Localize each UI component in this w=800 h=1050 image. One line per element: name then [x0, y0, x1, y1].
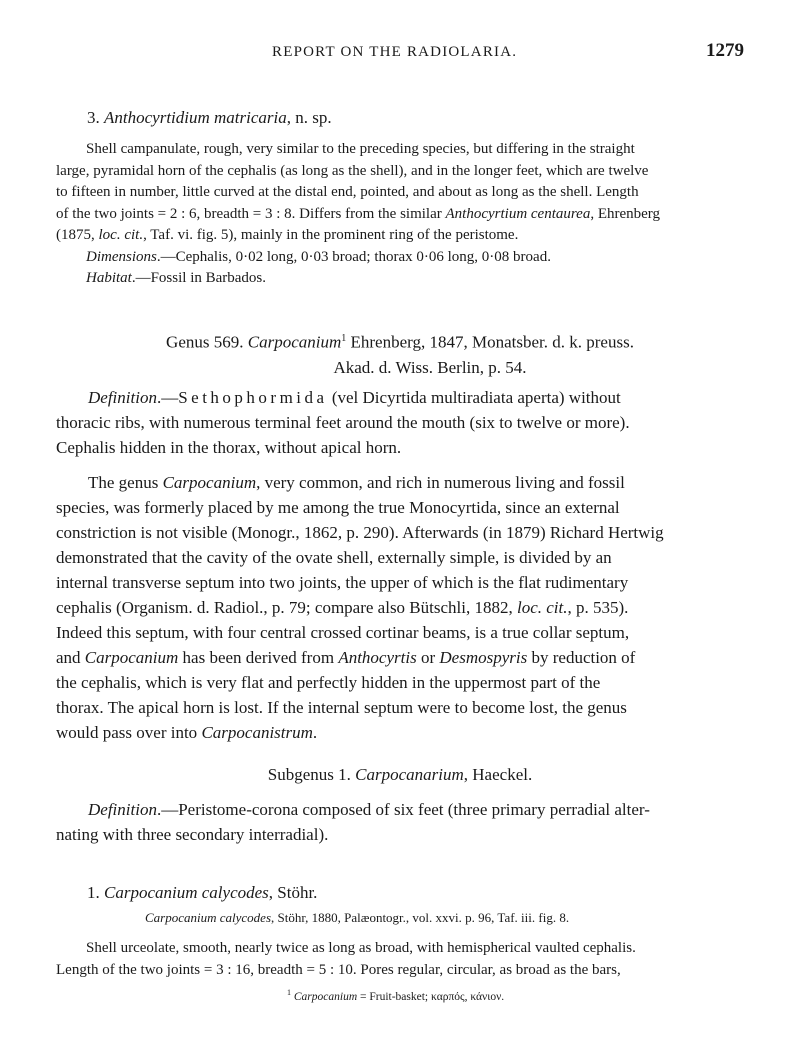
text-span: The genus [88, 473, 163, 492]
citation: loc. cit. [98, 227, 144, 243]
text-span: Subgenus 1. [267, 765, 356, 784]
text-span: , very common, and rich in numerous living and fossil [256, 473, 625, 492]
text-span: has been derived from [178, 648, 339, 667]
text-line: demonstrated that the cavity of the ovate shell, externally simple, is divided by an [56, 548, 612, 567]
text-span: , Ehrenberg [590, 205, 661, 222]
text-line [56, 720, 746, 745]
text-line [56, 797, 746, 822]
species-name: Carpocanium calycodes [104, 883, 269, 902]
footnote-marker: 1 [341, 333, 347, 344]
species-1-description [56, 938, 746, 981]
footnote-marker: 1 [287, 988, 291, 997]
text-span: cephalis (Organism. d. Radiol., p. 79; compare also Bütschli, 1882, [56, 598, 517, 617]
text-span: (vel Dicyrtida multiradiata aperta) without [327, 388, 621, 407]
text-span: and [56, 648, 85, 667]
text-span: .—Peristome-corona composed of six feet (three primary perradial alter- [156, 800, 650, 819]
text-line [56, 225, 746, 247]
text-line: the cephalis, which is very flat and perfectly hidden in the uppermost part of the [56, 673, 601, 692]
text-line: Shell urceolate, smooth, nearly twice as long as broad, with hemispherical vaulted cephalis. [86, 940, 636, 956]
running-title: REPORT ON THE RADIOLARIA. [272, 44, 518, 60]
species-number: 1. [87, 883, 100, 902]
text-span: would pass over into [56, 723, 202, 742]
text-line [56, 595, 746, 620]
citation: , Stöhr, 1880, Palæontogr., vol. xxvi. p. 96, Taf. iii. fig. 8. [271, 910, 570, 925]
species-name: Anthocyrtidium matricaria [104, 108, 287, 127]
species-suffix: , n. sp. [286, 108, 332, 127]
text-span: Genus 569. [166, 332, 248, 352]
genus-heading [90, 326, 710, 380]
group-name: Sethophormida [178, 388, 328, 407]
text-line [56, 204, 746, 226]
text-span: .—Fossil in Barbados. [131, 270, 267, 286]
page-number: 1279 [706, 40, 744, 61]
text-span: (1875, [56, 227, 99, 243]
text-line: nating with three secondary interradial). [56, 825, 329, 844]
species-1-heading [87, 883, 317, 903]
species-author: , Stöhr. [268, 883, 318, 902]
text-span: , Taf. vi. fig. 5), mainly in the prominent ring of the peristome. [143, 227, 519, 243]
text-span: of the two joints = 2 : 6, breadth = 3 : 8. Differs from the similar [56, 205, 446, 222]
text-line: thoracic ribs, with numerous terminal feet around the mouth (six to twelve or more). [56, 413, 630, 432]
text-line: Akad. d. Wiss. Berlin, p. 54. [333, 357, 527, 377]
habitat-line [56, 268, 746, 290]
text-span: , Haeckel. [463, 765, 533, 784]
subgenus-definition [56, 797, 746, 847]
text-line: large, pyramidal horn of the cephalis (as long as the shell), and in the longer feet, which are twelve [56, 162, 649, 179]
synonymy [145, 910, 569, 926]
species-ref: Anthocyrtium centaurea [445, 205, 591, 222]
footnote [287, 988, 504, 1003]
text-line: constriction is not visible (Monogr., 1862, p. 290). Afterwards (in 1879) Richard Hertwig [56, 523, 664, 542]
dimensions-line [56, 247, 746, 269]
label: Definition [88, 800, 157, 819]
text-line: Shell campanulate, rough, very similar to the preceding species, but differing in the straight [86, 141, 635, 157]
text-span: by reduction of [527, 648, 636, 667]
genus-name: Carpocanium [247, 332, 342, 352]
text-span: .— [156, 388, 179, 407]
genus-name: Carpocanium [84, 648, 179, 667]
text-line: Cephalis hidden in the thorax, without apical horn. [56, 438, 402, 457]
species-name: Carpocanium calycodes [145, 910, 272, 925]
text-line: species, was formerly placed by me among the true Monocyrtida, since an external [56, 498, 620, 517]
genus-discussion [56, 470, 746, 745]
genus-name: Anthocyrtis [338, 648, 417, 667]
text-line: Indeed this septum, with four central crossed cortinar beams, is a true collar septum, [56, 623, 630, 642]
text-line [56, 645, 746, 670]
text-span: .—Cephalis, 0·02 long, 0·03 broad; thorax 0·06 long, 0·08 broad. [156, 248, 551, 265]
text-line [56, 470, 746, 495]
genus-name: Carpocanium [293, 990, 358, 1003]
genus-definition [56, 385, 746, 460]
text-span: Ehrenberg, 1847, Monatsber. d. k. preuss. [346, 332, 634, 352]
label: Dimensions [86, 248, 157, 265]
text-span: , p. 535). [567, 598, 629, 617]
label: Definition [88, 388, 157, 407]
species-3-heading [87, 108, 332, 128]
genus-name: Desmospyris [439, 648, 528, 667]
citation: loc. cit. [516, 598, 568, 617]
genus-name: Carpocanistrum [201, 723, 313, 742]
genus-name: Carpocanium [162, 473, 257, 492]
text-line: to fifteen in number, little curved at the distal end, pointed, and about as long as the shell. Length [56, 184, 639, 200]
text-span: = Fruit-basket; καρπός, κάνιον. [357, 990, 505, 1003]
text-line [90, 326, 710, 355]
subgenus-heading [90, 762, 710, 787]
species-number: 3. [87, 108, 100, 127]
subgenus-name: Carpocanarium [355, 765, 464, 784]
text-line [56, 385, 746, 410]
label: Habitat [86, 270, 132, 286]
text-line: internal transverse septum into two joints, the upper of which is the flat rudimentary [56, 573, 629, 592]
text-line: Length of the two joints = 3 : 16, breadth = 5 : 10. Pores regular, circular, as broad as the bars, [56, 961, 621, 978]
text-line: thorax. The apical horn is lost. If the internal septum were to become lost, the genus [56, 698, 627, 717]
species-3-description [56, 139, 746, 290]
text-span: or [416, 648, 440, 667]
text-span: . [312, 723, 318, 742]
